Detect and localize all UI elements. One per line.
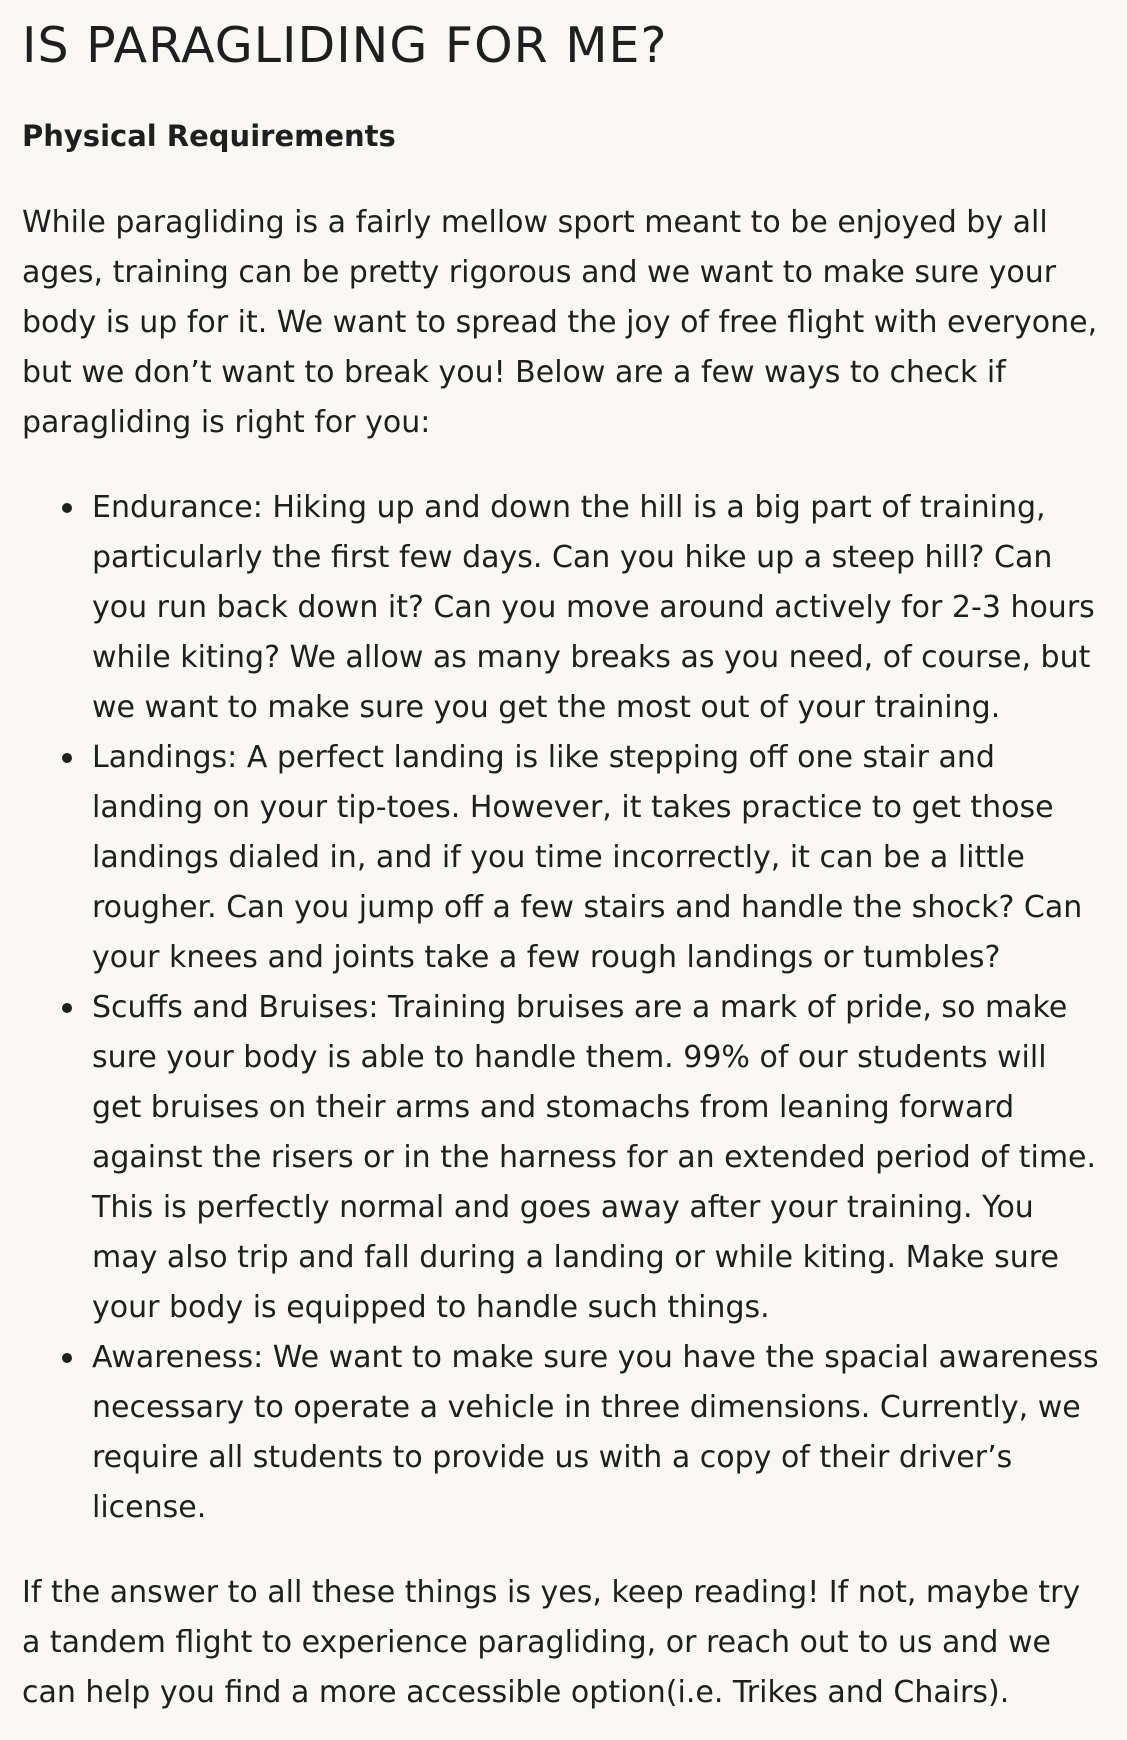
list-item — [92, 733, 1105, 983]
requirements-list — [22, 448, 1105, 1533]
bullet-icon — [62, 503, 72, 513]
list-item-text: Endurance: Hiking up and down the hill is a big part of training, particularly the first few days. Can you hike up a steep hill? Can you run back down it? Can you move around actively for 2-3 hours while kiting? We allow as many breaks as you need, of course, but we want to make sure you get the most out of your training. — [92, 490, 1095, 725]
bullet-icon — [62, 1353, 72, 1363]
section-heading: Physical Requirements — [22, 119, 396, 153]
list-item-text: Landings: A perfect landing is like stepping off one stair and landing on your tip-toes. However, it takes practice to get those landings dialed in, and if you time incorrectly, it can be a little rougher. Can you jump off a few stairs and handle the shock? Can your knees and joints take a few rough landings or tumbles? — [92, 740, 1083, 975]
list-item-text: Awareness: We want to make sure you have the spacial awareness necessary to operate a vehicle in three dimensions. Currently, we require all students to provide us with a copy of their driver’s license. — [92, 1340, 1099, 1525]
closing-paragraph: If the answer to all these things is yes, keep reading! If not, maybe try a tandem flight to experience paragliding, or reach out to us and we can help you find a more accessible option(i.e. Trikes and Chairs). — [22, 1575, 1081, 1710]
page-title: IS PARAGLIDING FOR ME? — [22, 17, 668, 74]
list-item — [92, 483, 1105, 733]
list-item-text: Scuffs and Bruises: Training bruises are a mark of pride, so make sure your body is able to handle them. 99% of our students will get bruises on their arms and stomachs from leaning forward against the risers or in the harness for an extended period of time. This is perfectly normal and goes away after your training. You may also trip and fall during a landing or while kiting. Make sure your body is equipped to handle such things. — [92, 990, 1097, 1325]
bullet-icon — [62, 1003, 72, 1013]
intro-paragraph: While paragliding is a fairly mellow sport meant to be enjoyed by all ages, training can be pretty rigorous and we want to make sure your body is up for it. We want to spread the joy of free flight with everyone, but we don’t want to break you! Below are a few ways to check if paragliding is right for you: — [22, 205, 1098, 440]
list-item — [92, 1333, 1105, 1533]
list-item — [92, 983, 1105, 1333]
bullet-icon — [62, 753, 72, 763]
